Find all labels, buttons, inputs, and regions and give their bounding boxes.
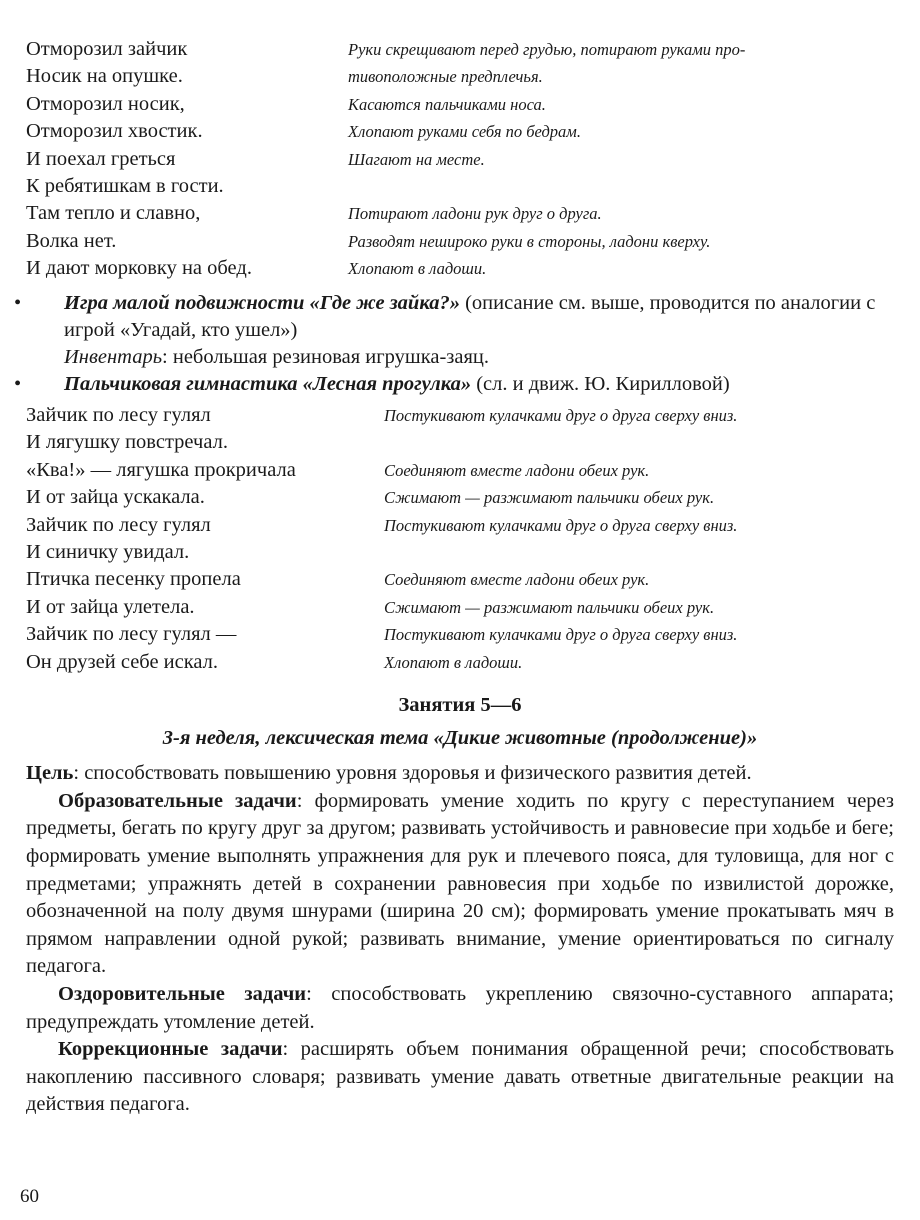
poem-line <box>26 541 896 568</box>
verse-text: И от зайца улетела. <box>26 595 195 618</box>
section-title: Занятия 5—6 <box>398 694 522 716</box>
list-item-finger-gymnastics <box>14 371 904 398</box>
poem-line <box>26 623 896 650</box>
verse-text: Он друзей себе искал. <box>26 650 219 673</box>
paragraph-text: : способствовать повышению уровня здоровья и физического развития детей. <box>73 762 752 785</box>
poem-line <box>26 486 896 513</box>
verse-text: Зайчик по лесу гулял <box>26 513 211 536</box>
page-number: 60 <box>20 1186 39 1207</box>
movement-instruction: Постукивают кулачками друг о друга сверху вниз. <box>384 406 738 425</box>
educational-tasks-paragraph <box>26 788 894 981</box>
verse-text: Волка нет. <box>26 229 117 252</box>
movement-instruction: Руки скрещивают перед грудью, потирают руками про- <box>348 40 746 59</box>
movement-instruction: Постукивают кулачками друг о друга сверху вниз. <box>384 625 738 645</box>
list-item-game-where-is-hare <box>14 290 904 371</box>
movement-instruction: тивоположные предплечья. <box>348 67 543 87</box>
verse-text: И синичку увидал. <box>26 540 190 563</box>
game-title: Игра малой подвижности «Где же зайка?» <box>64 292 460 314</box>
poem-line <box>26 175 896 202</box>
paragraph-label: Образовательные задачи <box>58 789 297 812</box>
poem-line <box>26 404 896 431</box>
poem-hare-froze <box>26 38 896 285</box>
poem-line <box>26 257 896 284</box>
game-description: (описание см. выше, проводится по аналогии с игрой «Угадай, кто ушел») <box>64 292 876 341</box>
bullet-marker: • <box>14 292 22 314</box>
poem-line <box>26 568 896 595</box>
movement-instruction: Потирают ладони рук друг о друга. <box>348 204 602 224</box>
poem-line <box>26 514 896 541</box>
movement-instruction: Хлопают в ладоши. <box>348 259 487 279</box>
verse-text: «Ква!» — лягушка прокричала <box>26 458 296 481</box>
poem-line <box>26 38 896 65</box>
paragraph-label: Цель <box>26 762 74 785</box>
paragraph-text: : расширять объем понимания обращенной речи; способствовать накоплению пассивного словаря; развивать умение давать ответные двигательные реакции на действия педагога. <box>26 1038 894 1116</box>
paragraph-text: : способствовать укреплению связочно-суставного аппарата; предупреждать утомление детей. <box>26 982 894 1033</box>
movement-instruction: Постукивают кулачками друг о друга сверху вниз. <box>384 515 738 535</box>
poem-forest-walk <box>26 404 896 678</box>
verse-text: Зайчик по лесу гулял — <box>26 623 237 646</box>
gymnastics-title: Пальчиковая гимнастика «Лесная прогулка» <box>64 373 472 395</box>
movement-instruction: Хлопают в ладоши. <box>384 652 523 672</box>
poem-line <box>26 651 896 678</box>
verse-text: К ребятишкам в гости. <box>26 174 224 197</box>
poem-line <box>26 202 896 229</box>
poem-line <box>26 148 896 175</box>
verse-text: Зайчик по лесу гулял <box>26 404 211 426</box>
movement-instruction: Шагают на месте. <box>348 149 485 169</box>
verse-text: Носик на опушке. <box>26 65 183 88</box>
goal-paragraph <box>26 760 894 788</box>
poem-line <box>26 65 896 92</box>
movement-instruction: Сжимают — разжимают пальчики обеих рук. <box>384 488 715 508</box>
poem-line <box>26 93 896 120</box>
activity-list <box>14 290 904 398</box>
verse-text: И поехал греться <box>26 147 176 170</box>
verse-text: И от зайца ускакала. <box>26 486 205 509</box>
gymnastics-credit: (сл. и движ. Ю. Кирилловой) <box>471 373 730 395</box>
verse-text: И дают морковку на обед. <box>26 257 252 280</box>
movement-instruction: Соединяют вместе ладони обеих рук. <box>384 460 650 480</box>
poem-line <box>26 431 896 458</box>
section-subtitle: 3-я неделя, лексическая тема «Дикие животные (продолжение)» <box>162 726 758 749</box>
correctional-tasks-paragraph <box>26 1036 894 1119</box>
verse-text: Там тепло и славно, <box>26 202 201 225</box>
paragraph-label: Оздоровительные задачи <box>58 982 307 1005</box>
movement-instruction: Разводят нешироко руки в стороны, ладони кверху. <box>348 231 711 251</box>
verse-text: Отморозил хвостик. <box>26 120 203 143</box>
paragraph-text: : формировать умение ходить по кругу с переступанием через предметы, бегать по кругу друг за другом; развивать устойчивость и равновесие при ходьбе и беге; формировать умение выполнять упражнения для рук и плечевого пояса, для туловища, для ног с предметами; упражнять детей в сохранении равновесия при ходьбе по извилистой дорожке, обозначенной на полу двумя шнурами (ширина 20 см); формировать умение прокатывать мяч в прямом направлении одной рукой; развивать внимание, умение ориентироваться по сигналу педагога. <box>26 789 894 978</box>
verse-text: Птичка песенку пропела <box>26 568 241 591</box>
inventory-label: Инвентарь <box>64 346 163 368</box>
poem-line <box>26 120 896 147</box>
poem-line <box>26 459 896 486</box>
movement-instruction: Соединяют вместе ладони обеих рук. <box>384 570 650 590</box>
poem-line <box>26 596 896 623</box>
verse-text: И лягушку повстречал. <box>26 431 228 454</box>
paragraph-label: Коррекционные задачи <box>58 1038 283 1061</box>
poem-line <box>26 230 896 257</box>
movement-instruction: Хлопают руками себя по бедрам. <box>348 122 581 142</box>
verse-text: Отморозил носик, <box>26 92 185 115</box>
lesson-section <box>26 692 894 1119</box>
inventory-text: : небольшая резиновая игрушка-заяц. <box>162 346 489 368</box>
health-tasks-paragraph <box>26 981 894 1036</box>
movement-instruction: Касаются пальчиками носа. <box>348 94 546 114</box>
bullet-marker: • <box>14 373 22 395</box>
verse-text: Отморозил зайчик <box>26 38 188 60</box>
movement-instruction: Сжимают — разжимают пальчики обеих рук. <box>384 597 715 617</box>
